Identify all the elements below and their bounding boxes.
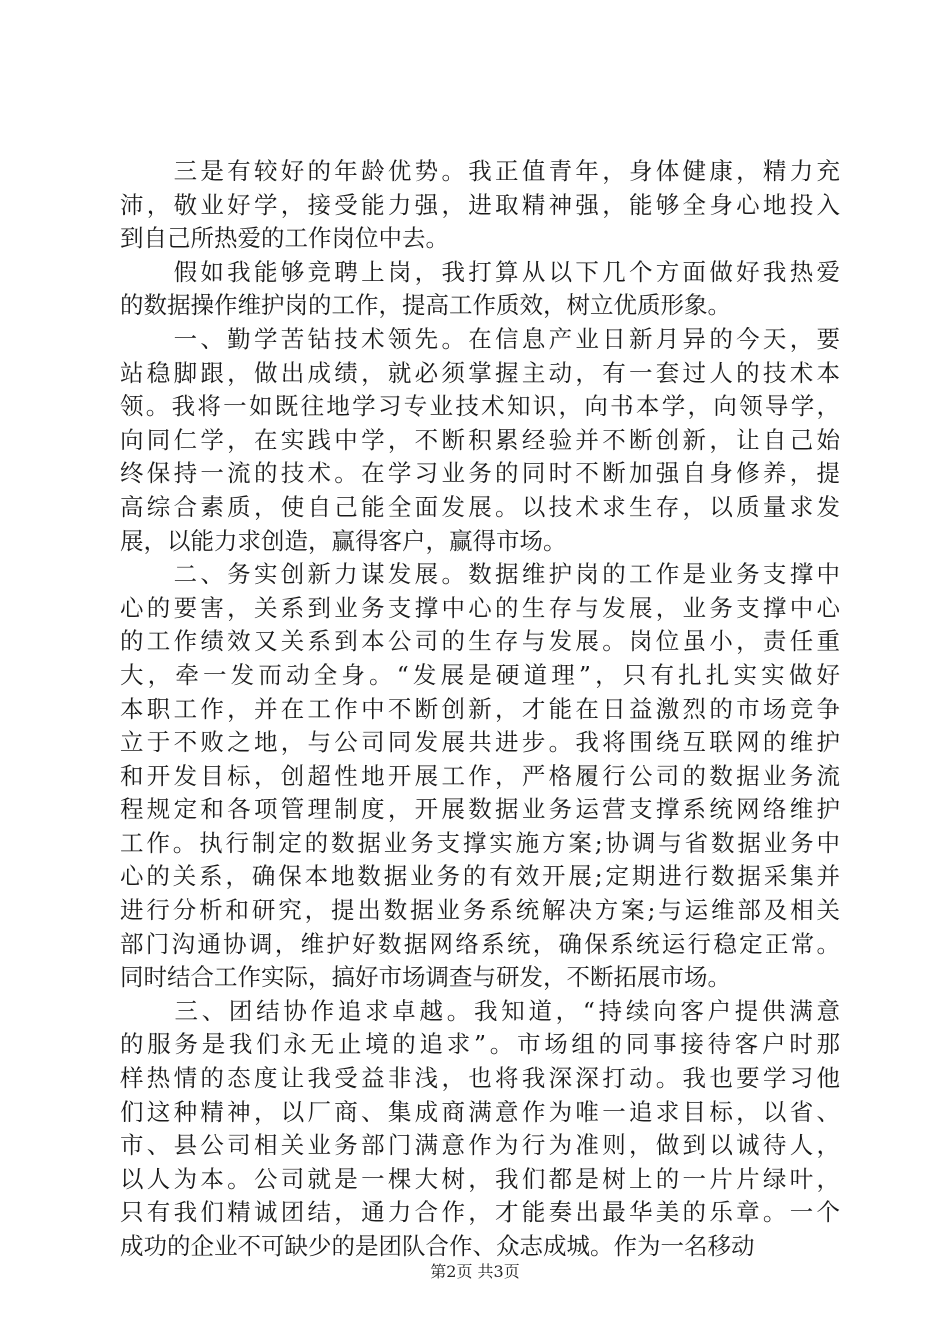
text-line: 本职工作，并在工作中不断创新，才能在日益激烈的市场竞争	[120, 694, 840, 723]
text-line: 终保持一流的技术。在学习业务的同时不断加强自身修养，提	[120, 459, 840, 488]
text-line: 的数据操作维护岗的工作，提高工作质效，树立优质形象。	[120, 291, 731, 320]
text-line: 大，牵一发而动全身。“发展是硬道理”，只有扎扎实实做好	[120, 660, 840, 689]
text-line: 展，以能力求创造，赢得客户，赢得市场。	[120, 526, 567, 555]
paragraph	[120, 155, 840, 256]
text-line: 以人为本。公司就是一棵大树，我们都是树上的一片片绿叶，	[120, 1164, 840, 1193]
text-line: 三、团结协作追求卓越。我知道，“持续向客户提供满意	[120, 996, 840, 1025]
text-line: 程规定和各项管理制度，开展数据业务运营支撑系统网络维护	[120, 795, 840, 824]
text-line: 沛，敬业好学，接受能力强，进取精神强，能够全身心地投入	[120, 190, 840, 219]
paragraph	[120, 256, 840, 323]
text-line: 的服务是我们永无止境的追求”。市场组的同事接待客户时那	[120, 1030, 840, 1059]
text-line: 进行分析和研究，提出数据业务系统解决方案;与运维部及相关	[120, 896, 840, 925]
paragraph	[120, 995, 840, 1264]
text-line: 高综合素质，使自己能全面发展。以技术求生存，以质量求发	[120, 492, 840, 521]
text-line: 的工作绩效又关系到本公司的生存与发展。岗位虽小，责任重	[120, 627, 840, 656]
text-line: 只有我们精诚团结，通力合作，才能奏出最华美的乐章。一个	[120, 1198, 840, 1227]
text-line: 同时结合工作实际，搞好市场调查与研发，不断拓展市场。	[120, 963, 731, 992]
text-line: 领。我将一如既往地学习专业技术知识，向书本学，向领导学，	[120, 392, 840, 421]
text-line: 立于不败之地，与公司同发展共进步。我将围绕互联网的维护	[120, 728, 840, 757]
paragraph	[120, 323, 840, 558]
document-body	[120, 155, 840, 1264]
text-line: 样热情的态度让我受益非浅，也将我深深打动。我也要学习他	[120, 1064, 840, 1093]
text-line: 站稳脚跟，做出成绩，就必须掌握主动，有一套过人的技术本	[120, 358, 840, 387]
paragraph	[120, 558, 840, 995]
text-line: 工作。执行制定的数据业务支撑实施方案;协调与省数据业务中	[120, 828, 840, 857]
text-line: 假如我能够竞聘上岗，我打算从以下几个方面做好我热爱	[120, 257, 840, 286]
text-line: 到自己所热爱的工作岗位中去。	[120, 224, 449, 253]
text-line: 三是有较好的年龄优势。我正值青年，身体健康，精力充	[120, 157, 840, 185]
text-line: 部门沟通协调，维护好数据网络系统，确保系统运行稳定正常。	[120, 929, 840, 958]
text-line: 一、勤学苦钻技术领先。在信息产业日新月异的今天，要	[120, 324, 840, 353]
text-line: 们这种精神，以厂商、集成商满意作为唯一追求目标，以省、	[120, 1097, 840, 1126]
text-line: 成功的企业不可缺少的是团队合作、众志成城。作为一名移动	[120, 1232, 755, 1260]
text-line: 和开发目标，创超性地开展工作，严格履行公司的数据业务流	[120, 761, 840, 790]
text-line: 市、县公司相关业务部门满意作为行为准则，做到以诚待人，	[120, 1131, 840, 1160]
text-line: 二、务实创新力谋发展。数据维护岗的工作是业务支撑中	[120, 560, 840, 589]
text-line: 心的关系，确保本地数据业务的有效开展;定期进行数据采集并	[120, 862, 840, 891]
text-line: 向同仁学，在实践中学，不断积累经验并不断创新，让自己始	[120, 425, 840, 454]
text-line: 心的要害，关系到业务支撑中心的生存与发展，业务支撑中心	[120, 593, 840, 622]
page-footer: 第2页 共3页	[430, 1262, 520, 1281]
